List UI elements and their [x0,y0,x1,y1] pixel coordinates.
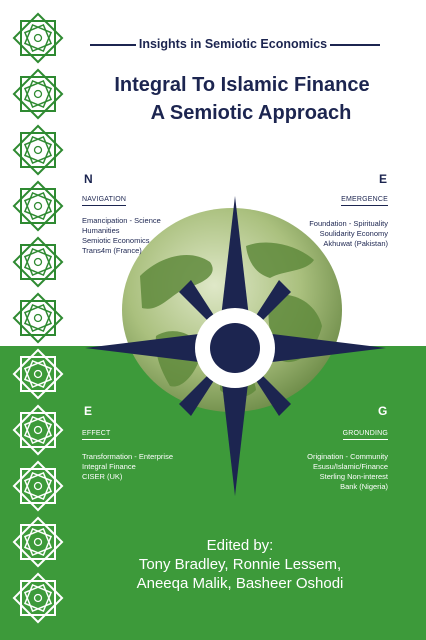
effect-heading: EFFECT [82,430,110,440]
east-letter: E [379,172,388,186]
book-title [84,71,400,127]
effect-letter: E [84,404,93,418]
star-ornament [14,462,62,510]
east-lines [309,219,388,249]
book-title-line-2: A Semiotic Approach [150,102,352,124]
islamic-pattern-border [0,0,70,640]
east-line: Soulidarity Economy [319,229,388,238]
north-heading: NAVIGATION [82,196,126,206]
south-line: Sterling Non-interest [319,472,388,481]
north-line: Emancipation - Science [82,216,161,225]
east-line: Foundation - Spirituality [309,219,388,228]
south-line: Esusu/Islamic/Finance [312,462,388,471]
east-line: Akhuwat (Pakistan) [323,239,388,248]
star-ornament [14,70,62,118]
north-line: Trans4m (France) [82,246,142,255]
series-rule-left [90,44,136,46]
star-ornament [14,574,62,622]
edited-by-label: Edited by: [206,537,274,554]
editors-line-2: Aneeqa Malik, Basheer Oshodi [136,575,344,592]
series-title: Insights in Semiotic Economics [138,37,328,51]
south-letter: G [378,404,388,418]
south-heading: GROUNDING [343,430,388,440]
effect-line: Transformation - Enterprise [82,452,174,461]
book-title-line-1: Integral To Islamic Finance [114,74,370,96]
effect-lines [82,452,173,482]
north-line: Humanities [82,226,120,235]
south-lines [307,452,388,492]
north-letter: N [84,172,93,186]
star-ornament [14,14,62,62]
editors-credit [90,536,390,593]
star-ornament [14,294,62,342]
effect-line: CISER (UK) [82,472,123,481]
south-line: Origination - Community [307,452,388,461]
star-ornament [14,126,62,174]
editors-line-1: Tony Bradley, Ronnie Lessem, [138,556,342,573]
star-ornament [14,238,62,286]
star-ornament [14,406,62,454]
star-ornament [14,182,62,230]
series-rule-right [330,44,380,46]
north-line: Semiotic Economics [82,236,150,245]
south-line: Bank (Nigeria) [340,482,388,491]
star-ornament [14,350,62,398]
effect-line: Integral Finance [82,462,136,471]
star-ornament [14,518,62,566]
east-heading: EMERGENCE [341,196,388,206]
north-lines [82,216,161,256]
